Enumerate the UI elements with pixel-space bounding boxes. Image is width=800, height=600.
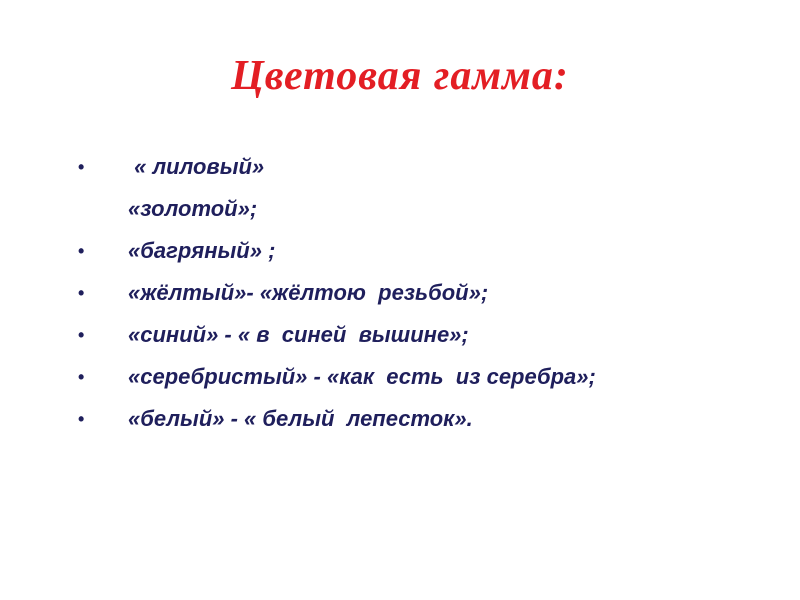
list-item-text: «багряный» ; [128, 238, 276, 263]
bullet-icon: • [78, 367, 85, 387]
bullet-icon: • [78, 157, 85, 177]
list-item-text: «серебристый» - «как есть из серебра»; [128, 364, 596, 389]
list-item [78, 188, 778, 230]
list-item-text: «синий» - « в синей вышине»; [128, 322, 469, 347]
bullet-icon: • [78, 241, 85, 261]
list-item [78, 398, 778, 440]
bullet-icon: • [78, 325, 85, 345]
list-item [78, 356, 778, 398]
bullet-icon: • [78, 409, 85, 429]
list-item-text: « лиловый» [128, 154, 265, 179]
bullet-icon: • [78, 283, 85, 303]
slide-title: Цветовая гамма: [231, 53, 569, 99]
list-item [78, 230, 778, 272]
list-item-text: «жёлтый»- «жёлтою резьбой»; [128, 280, 489, 305]
list-item-text: «золотой»; [128, 196, 258, 221]
color-list [78, 146, 778, 440]
list-item-text: «белый» - « белый лепесток». [128, 406, 473, 431]
list-item [78, 314, 778, 356]
list-item [78, 146, 778, 188]
list-item [78, 272, 778, 314]
